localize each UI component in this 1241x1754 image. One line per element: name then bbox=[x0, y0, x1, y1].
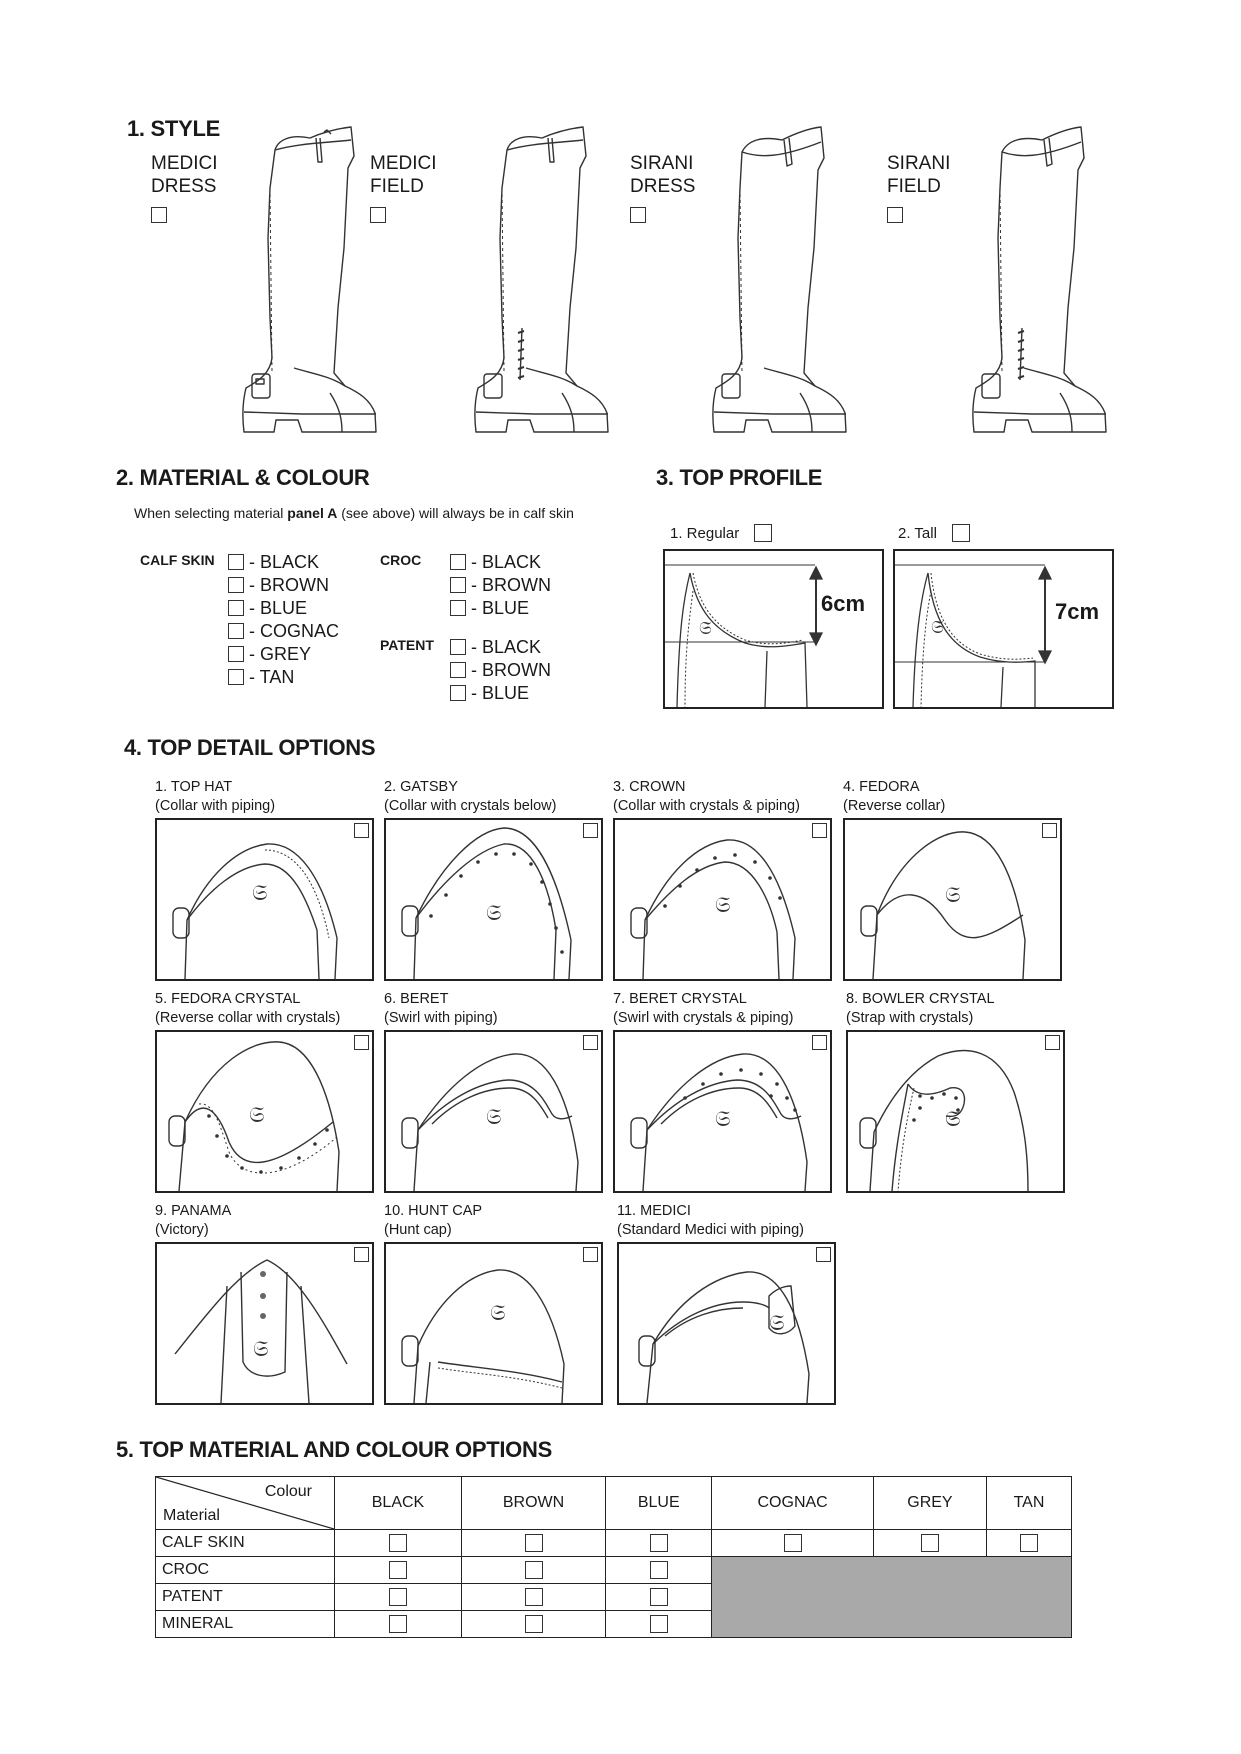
style-label: SIRANI DRESS bbox=[630, 153, 696, 197]
svg-text:𝔖: 𝔖 bbox=[945, 1107, 961, 1132]
section-style-heading: 1. STYLE bbox=[127, 116, 220, 141]
mineral-black-cell bbox=[335, 1611, 462, 1638]
regular-profile-icon bbox=[665, 551, 882, 707]
top-profile-tall-diagram bbox=[893, 549, 1114, 709]
material-group-calf-skin: CALF SKIN bbox=[140, 552, 215, 568]
calf-skin-cognac-cell bbox=[712, 1530, 873, 1557]
top-detail-caption: 2. GATSBY (Collar with crystals below) bbox=[384, 779, 557, 814]
colour-header-tan: TAN bbox=[987, 1477, 1072, 1530]
top-profile-tall-label: 2. Tall bbox=[898, 525, 937, 542]
top-detail-panama-card[interactable] bbox=[155, 1242, 374, 1405]
mineral-brown-cell bbox=[461, 1611, 605, 1638]
svg-text:𝔖: 𝔖 bbox=[486, 901, 502, 926]
top-detail-top-hat-card[interactable] bbox=[155, 818, 374, 981]
beret-icon bbox=[386, 1032, 601, 1191]
boot-sirani-field-icon bbox=[960, 118, 1110, 438]
svg-text:𝔖: 𝔖 bbox=[249, 1103, 265, 1128]
fedora-checkbox[interactable] bbox=[1042, 823, 1057, 838]
calf-skin-tan-cell bbox=[987, 1530, 1072, 1557]
mineral-black-checkbox[interactable] bbox=[389, 1615, 407, 1633]
material-note: When selecting material panel A (see above) will always be in calf skin bbox=[134, 505, 574, 521]
colour-header-grey: GREY bbox=[873, 1477, 986, 1530]
style-checkbox-medici-dress[interactable] bbox=[151, 207, 167, 223]
material-group-patent: PATENT bbox=[380, 637, 434, 653]
crown-checkbox[interactable] bbox=[812, 823, 827, 838]
panama-checkbox[interactable] bbox=[354, 1247, 369, 1262]
patent-blue-cell bbox=[606, 1584, 712, 1611]
mineral-blue-cell bbox=[606, 1611, 712, 1638]
fedora-crystal-icon bbox=[157, 1032, 372, 1191]
top-detail-caption: 1. TOP HAT (Collar with piping) bbox=[155, 779, 276, 814]
boot-medici-field-icon bbox=[462, 118, 612, 438]
patent-blue-checkbox[interactable] bbox=[650, 1588, 668, 1606]
hunt-cap-icon bbox=[386, 1244, 601, 1403]
material-row-label: CROC bbox=[156, 1557, 335, 1584]
top-detail-hunt-cap-card[interactable] bbox=[384, 1242, 603, 1405]
style-label: MEDICI FIELD bbox=[370, 153, 437, 197]
gatsby-checkbox[interactable] bbox=[583, 823, 598, 838]
calf-skin-brown-cell bbox=[461, 1530, 605, 1557]
bowler-crystal-icon bbox=[848, 1032, 1063, 1191]
bowler-crystal-checkbox[interactable] bbox=[1045, 1035, 1060, 1050]
tall-height-value: 7cm bbox=[1055, 599, 1100, 624]
svg-text:𝔖: 𝔖 bbox=[715, 1107, 731, 1132]
patent-black-checkbox[interactable] bbox=[389, 1588, 407, 1606]
svg-text:𝔖: 𝔖 bbox=[490, 1301, 506, 1326]
calf-skin-grey-cell bbox=[873, 1530, 986, 1557]
corner-colour-label: Colour bbox=[264, 1483, 312, 1500]
boot-medici-dress-icon bbox=[230, 118, 380, 438]
calf-skin-blue-checkbox[interactable] bbox=[650, 1534, 668, 1552]
patent-brown-checkbox[interactable] bbox=[525, 1588, 543, 1606]
top-detail-fedora-crystal-card[interactable] bbox=[155, 1030, 374, 1193]
svg-text:𝔖: 𝔖 bbox=[715, 893, 731, 918]
top-detail-gatsby-card[interactable] bbox=[384, 818, 603, 981]
corner-material-label: Material bbox=[163, 1507, 220, 1524]
gatsby-icon bbox=[386, 820, 601, 979]
beret-checkbox[interactable] bbox=[583, 1035, 598, 1050]
colour-header-brown: BROWN bbox=[461, 1477, 605, 1530]
svg-text:𝔖: 𝔖 bbox=[945, 883, 961, 908]
croc-brown-checkbox[interactable] bbox=[525, 1561, 543, 1579]
top-detail-bowler-crystal-card[interactable] bbox=[846, 1030, 1065, 1193]
colour-header-blue: BLUE bbox=[606, 1477, 712, 1530]
style-checkbox-sirani-field[interactable] bbox=[887, 207, 903, 223]
style-checkbox-sirani-dress[interactable] bbox=[630, 207, 646, 223]
regular-height-value: 6cm bbox=[821, 591, 866, 616]
calf-skin-grey-checkbox[interactable] bbox=[921, 1534, 939, 1552]
section-material-heading: 2. MATERIAL & COLOUR bbox=[116, 465, 370, 490]
section-top-material-heading: 5. TOP MATERIAL AND COLOUR OPTIONS bbox=[116, 1437, 552, 1462]
top-material-table bbox=[155, 1476, 1072, 1638]
calf-skin-black-checkbox[interactable] bbox=[389, 1534, 407, 1552]
svg-text:𝔖: 𝔖 bbox=[486, 1105, 502, 1130]
svg-text:𝔖: 𝔖 bbox=[699, 618, 712, 639]
top-detail-caption: 11. MEDICI (Standard Medici with piping) bbox=[617, 1203, 804, 1238]
croc-blue-checkbox[interactable] bbox=[650, 1561, 668, 1579]
crown-icon bbox=[615, 820, 830, 979]
colour-header-cognac: COGNAC bbox=[712, 1477, 873, 1530]
top-detail-caption: 6. BERET (Swirl with piping) bbox=[384, 991, 498, 1026]
croc-black-checkbox[interactable] bbox=[389, 1561, 407, 1579]
material-group-croc: CROC bbox=[380, 552, 422, 568]
style-label: MEDICI DRESS bbox=[151, 153, 218, 197]
top-detail-medici-card[interactable] bbox=[617, 1242, 836, 1405]
patent-brown-cell bbox=[461, 1584, 605, 1611]
calf-skin-tan-checkbox[interactable] bbox=[1020, 1534, 1038, 1552]
calf-skin-cognac-checkbox[interactable] bbox=[784, 1534, 802, 1552]
svg-text:𝔖: 𝔖 bbox=[253, 1337, 269, 1362]
calf-skin-blue-cell bbox=[606, 1530, 712, 1557]
calf-skin-brown-checkbox[interactable] bbox=[525, 1534, 543, 1552]
patent-black-cell bbox=[335, 1584, 462, 1611]
table-corner-cell bbox=[156, 1477, 335, 1530]
top-hat-icon bbox=[157, 820, 372, 979]
material-row-label: PATENT bbox=[156, 1584, 335, 1611]
medici-checkbox[interactable] bbox=[816, 1247, 831, 1262]
top-detail-caption: 3. CROWN (Collar with crystals & piping) bbox=[613, 779, 800, 814]
top-profile-regular-checkbox[interactable] bbox=[754, 524, 772, 542]
top-detail-caption: 10. HUNT CAP (Hunt cap) bbox=[384, 1203, 483, 1238]
top-profile-regular-diagram bbox=[663, 549, 884, 709]
table-row bbox=[156, 1557, 1072, 1584]
top-detail-caption: 9. PANAMA (Victory) bbox=[155, 1203, 232, 1238]
fedora-icon bbox=[845, 820, 1060, 979]
top-profile-regular-label: 1. Regular bbox=[670, 525, 740, 542]
top-detail-beret-card[interactable] bbox=[384, 1030, 603, 1193]
svg-text:𝔖: 𝔖 bbox=[252, 881, 268, 906]
top-detail-fedora-card[interactable] bbox=[843, 818, 1062, 981]
mineral-brown-checkbox[interactable] bbox=[525, 1615, 543, 1633]
beret-crystal-checkbox[interactable] bbox=[812, 1035, 827, 1050]
hunt-cap-checkbox[interactable] bbox=[583, 1247, 598, 1262]
top-detail-caption: 4. FEDORA (Reverse collar) bbox=[843, 779, 946, 814]
table-row bbox=[156, 1530, 1072, 1557]
top-hat-checkbox[interactable] bbox=[354, 823, 369, 838]
style-label: SIRANI FIELD bbox=[887, 153, 951, 197]
calf-skin-black-cell bbox=[335, 1530, 462, 1557]
top-detail-caption: 8. BOWLER CRYSTAL (Strap with crystals) bbox=[846, 991, 995, 1026]
svg-text:𝔖: 𝔖 bbox=[769, 1311, 785, 1336]
svg-text:𝔖: 𝔖 bbox=[931, 617, 944, 638]
mineral-blue-checkbox[interactable] bbox=[650, 1615, 668, 1633]
medici-icon bbox=[619, 1244, 834, 1403]
croc-blue-cell bbox=[606, 1557, 712, 1584]
top-detail-caption: 7. BERET CRYSTAL (Swirl with crystals & piping) bbox=[613, 991, 794, 1026]
tall-profile-icon bbox=[895, 551, 1112, 707]
section-top-profile-heading: 3. TOP PROFILE bbox=[656, 465, 823, 490]
croc-brown-cell bbox=[461, 1557, 605, 1584]
top-detail-crown-card[interactable] bbox=[613, 818, 832, 981]
top-profile-tall-checkbox[interactable] bbox=[952, 524, 970, 542]
top-detail-caption: 5. FEDORA CRYSTAL (Reverse collar with crystals) bbox=[155, 991, 341, 1026]
material-row-label: MINERAL bbox=[156, 1611, 335, 1638]
table-header-row bbox=[156, 1477, 1072, 1530]
unavailable-options-area bbox=[712, 1557, 1072, 1638]
beret-crystal-icon bbox=[615, 1032, 830, 1191]
section-top-detail-heading: 4. TOP DETAIL OPTIONS bbox=[124, 735, 376, 760]
boot-sirani-dress-icon bbox=[700, 118, 850, 438]
colour-header-black: BLACK bbox=[335, 1477, 462, 1530]
material-row-label: CALF SKIN bbox=[156, 1530, 335, 1557]
fedora-crystal-checkbox[interactable] bbox=[354, 1035, 369, 1050]
panama-icon bbox=[157, 1244, 372, 1403]
croc-black-cell bbox=[335, 1557, 462, 1584]
top-detail-beret-crystal-card[interactable] bbox=[613, 1030, 832, 1193]
